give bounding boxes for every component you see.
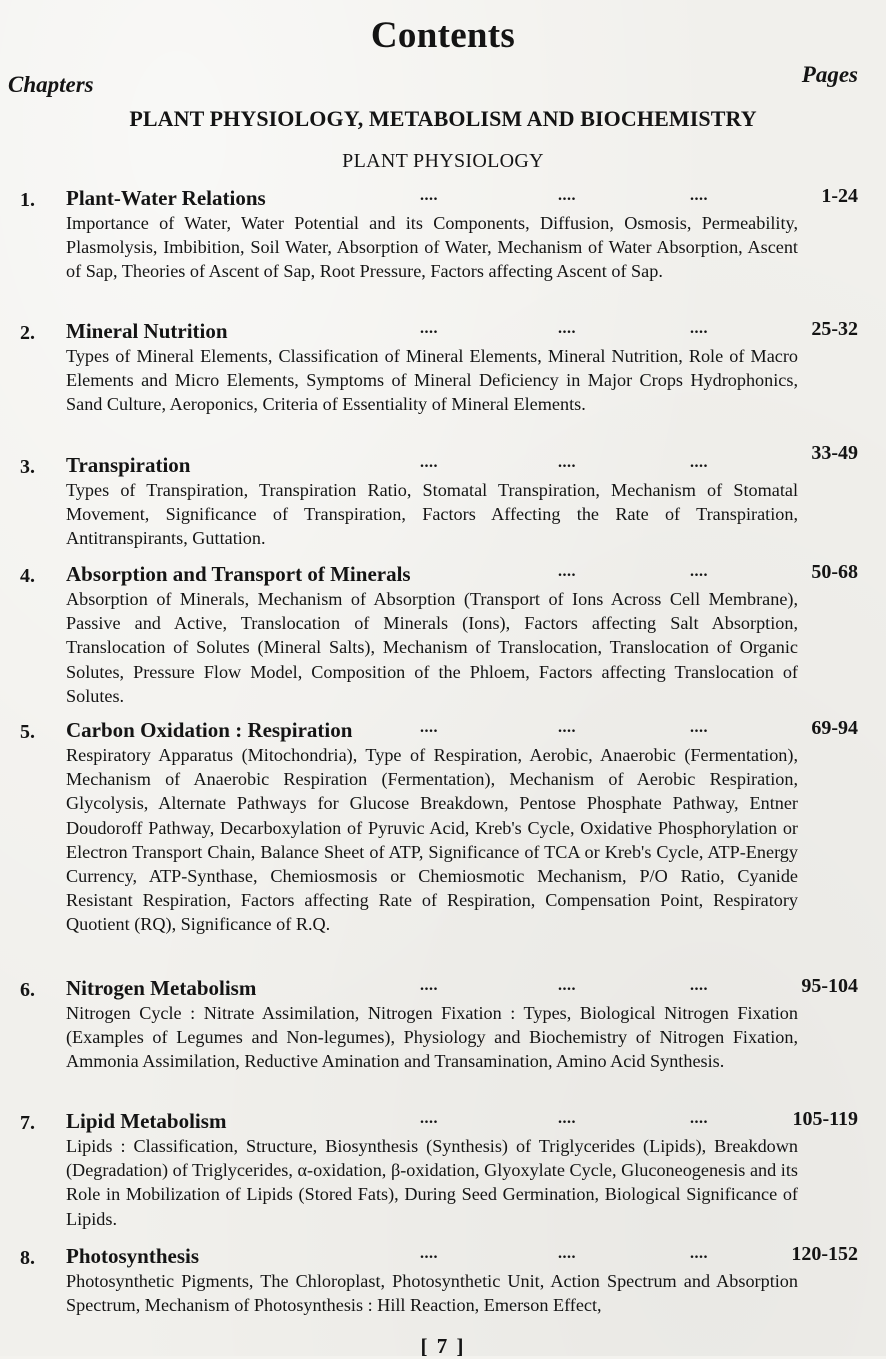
leader-dots: .... — [558, 320, 576, 337]
chapter-number: 8. — [20, 1247, 35, 1269]
leader-dots: .... — [420, 1245, 438, 1262]
chapter-entry — [0, 442, 886, 551]
chapter-number: 2. — [20, 322, 35, 344]
leader-dots: .... — [558, 454, 576, 471]
leader-dots: .... — [420, 187, 438, 204]
chapter-pages: 33-49 — [811, 442, 858, 464]
leader-dots: .... — [420, 454, 438, 471]
leader-dots: .... — [558, 1245, 576, 1262]
chapter-description: Types of Mineral Elements, Classification of Mineral Elements, Mineral Nutrition, Role of Macro Elements and Micro Elements, Symptoms of Mineral Deficiency in Major Crops Hydrophonics, Sand Culture, Aeroponics, Criteria of Essentiality of Mineral Elements. — [66, 346, 798, 415]
page-number-footer: [ 7 ] — [420, 1334, 466, 1358]
chapter-description: Absorption of Minerals, Mechanism of Absorption (Transport of Ions Across Cell Membrane), Passive and Active, Translocation of Minerals (Ions), Factors affecting Salt Absorption, Translocation of Solutes (Mineral Salts), Mechanism of Translocation, Translocation of Organic Solutes, Pressure Flow Model, Composition of the Phloem, Factors affecting Translocation of Solutes. — [66, 589, 798, 706]
chapter-entry — [0, 1108, 886, 1231]
leader-dots: .... — [690, 320, 708, 337]
chapter-description: Importance of Water, Water Potential and its Components, Diffusion, Osmosis, Permeability, Plasmolysis, Imbibition, Soil Water, Absorption of Water, Mechanism of Water Absorption, Ascent of Sap, Theories of Ascent of Sap, Root Pressure, Factors affecting Ascent of Sap. — [66, 213, 798, 282]
chapter-number: 6. — [20, 979, 35, 1001]
page-title: Contents — [370, 15, 516, 56]
leader-dots: .... — [420, 320, 438, 337]
chapter-pages: 25-32 — [811, 318, 858, 340]
chapter-title: Absorption and Transport of Minerals — [66, 562, 411, 586]
pages-column-heading: Pages — [801, 62, 858, 87]
leader-dots: .... — [690, 1110, 708, 1127]
subsection-heading: PLANT PHYSIOLOGY — [342, 150, 544, 172]
leader-dots: .... — [690, 719, 708, 736]
chapter-entry — [0, 1243, 886, 1317]
chapter-description: Respiratory Apparatus (Mitochondria), Type of Respiration, Aerobic, Anaerobic (Fermentation), Mechanism of Anaerobic Respiration (Fermentation), Mechanism of Aerobic Respiration, Glycolysis, Alternate Pathways for Glucose Breakdown, Pentose Phosphate Pathway, Entner Doudoroff Pathway, Decarboxylation of Pyruvic Acid, Kreb's Cycle, Oxidative Phosphorylation or Electron Transport Chain, Balance Sheet of ATP, Significance of TCA or Kreb's Cycle, ATP-Energy Currency, ATP-Synthase, Chemiosmosis or Chemiosmotic Mechanism, P/O Ratio, Cyanide Resistant Respiration, Factors affecting Rate of Respiration, Compensation Point, Respiratory Quotient (RQ), Significance of R.Q. — [66, 745, 798, 935]
leader-dots: .... — [690, 1245, 708, 1262]
chapter-number: 1. — [20, 189, 35, 211]
chapter-title: Transpiration — [66, 453, 191, 477]
chapter-description: Lipids : Classification, Structure, Biosynthesis (Synthesis) of Triglycerides (Lipids), Breakdown (Degradation) of Triglycerides, α-oxidation, β-oxidation, Glyoxylate Cycle, Gluconeogenesis and its Role in Mobilization of Lipids (Stored Fats), During Seed Germination, Biological Significance of Lipids. — [66, 1136, 798, 1229]
chapter-entry — [0, 185, 886, 284]
chapter-title: Plant-Water Relations — [66, 186, 266, 210]
chapter-description: Nitrogen Cycle : Nitrate Assimilation, Nitrogen Fixation : Types, Biological Nitrogen Fixation (Examples of Legumes and Non-legumes), Physiology and Biochemistry of Nitrogen Fixation, Ammonia Assimilation, Reductive Amination and Transamination, Amino Acid Synthesis. — [66, 1003, 798, 1072]
leader-dots: .... — [690, 454, 708, 471]
chapters-column-heading: Chapters — [8, 72, 94, 97]
leader-dots: .... — [690, 187, 708, 204]
chapter-number: 5. — [20, 721, 35, 743]
chapter-entry — [0, 717, 886, 937]
chapter-pages: 95-104 — [801, 975, 858, 997]
leader-dots: .... — [420, 977, 438, 994]
chapter-pages: 69-94 — [811, 717, 858, 739]
chapter-title: Photosynthesis — [66, 1244, 200, 1268]
chapter-description: Photosynthetic Pigments, The Chloroplast, Photosynthetic Unit, Action Spectrum and Absorption Spectrum, Mechanism of Photosynthesis : Hill Reaction, Emerson Effect, — [66, 1271, 798, 1316]
leader-dots: .... — [558, 719, 576, 736]
leader-dots: .... — [420, 719, 438, 736]
chapter-number: 7. — [20, 1112, 35, 1134]
leader-dots: .... — [558, 1110, 576, 1127]
chapter-title: Mineral Nutrition — [66, 319, 228, 343]
leader-dots: .... — [690, 563, 708, 580]
leader-dots: .... — [558, 187, 576, 204]
section-heading: PLANT PHYSIOLOGY, METABOLISM AND BIOCHEMISTRY — [129, 106, 757, 131]
chapter-pages: 50-68 — [811, 561, 858, 583]
chapter-number: 3. — [20, 456, 35, 478]
leader-dots: .... — [558, 563, 576, 580]
chapter-description: Types of Transpiration, Transpiration Ratio, Stomatal Transpiration, Mechanism of Stomatal Movement, Significance of Transpiration, Factors Affecting the Rate of Transpiration, Antitranspirants, Guttation. — [66, 480, 798, 549]
chapter-entry — [0, 975, 886, 1074]
chapter-entry — [0, 561, 886, 708]
chapter-pages: 1-24 — [821, 185, 858, 207]
leader-dots: .... — [558, 977, 576, 994]
chapter-entry — [0, 318, 886, 417]
leader-dots: .... — [420, 1110, 438, 1127]
chapter-title: Nitrogen Metabolism — [66, 976, 257, 1000]
chapter-title: Carbon Oxidation : Respiration — [66, 718, 353, 742]
chapter-pages: 105-119 — [792, 1108, 858, 1130]
chapter-title: Lipid Metabolism — [66, 1109, 227, 1133]
chapter-number: 4. — [20, 565, 35, 587]
chapter-pages: 120-152 — [791, 1243, 858, 1265]
leader-dots: .... — [690, 977, 708, 994]
